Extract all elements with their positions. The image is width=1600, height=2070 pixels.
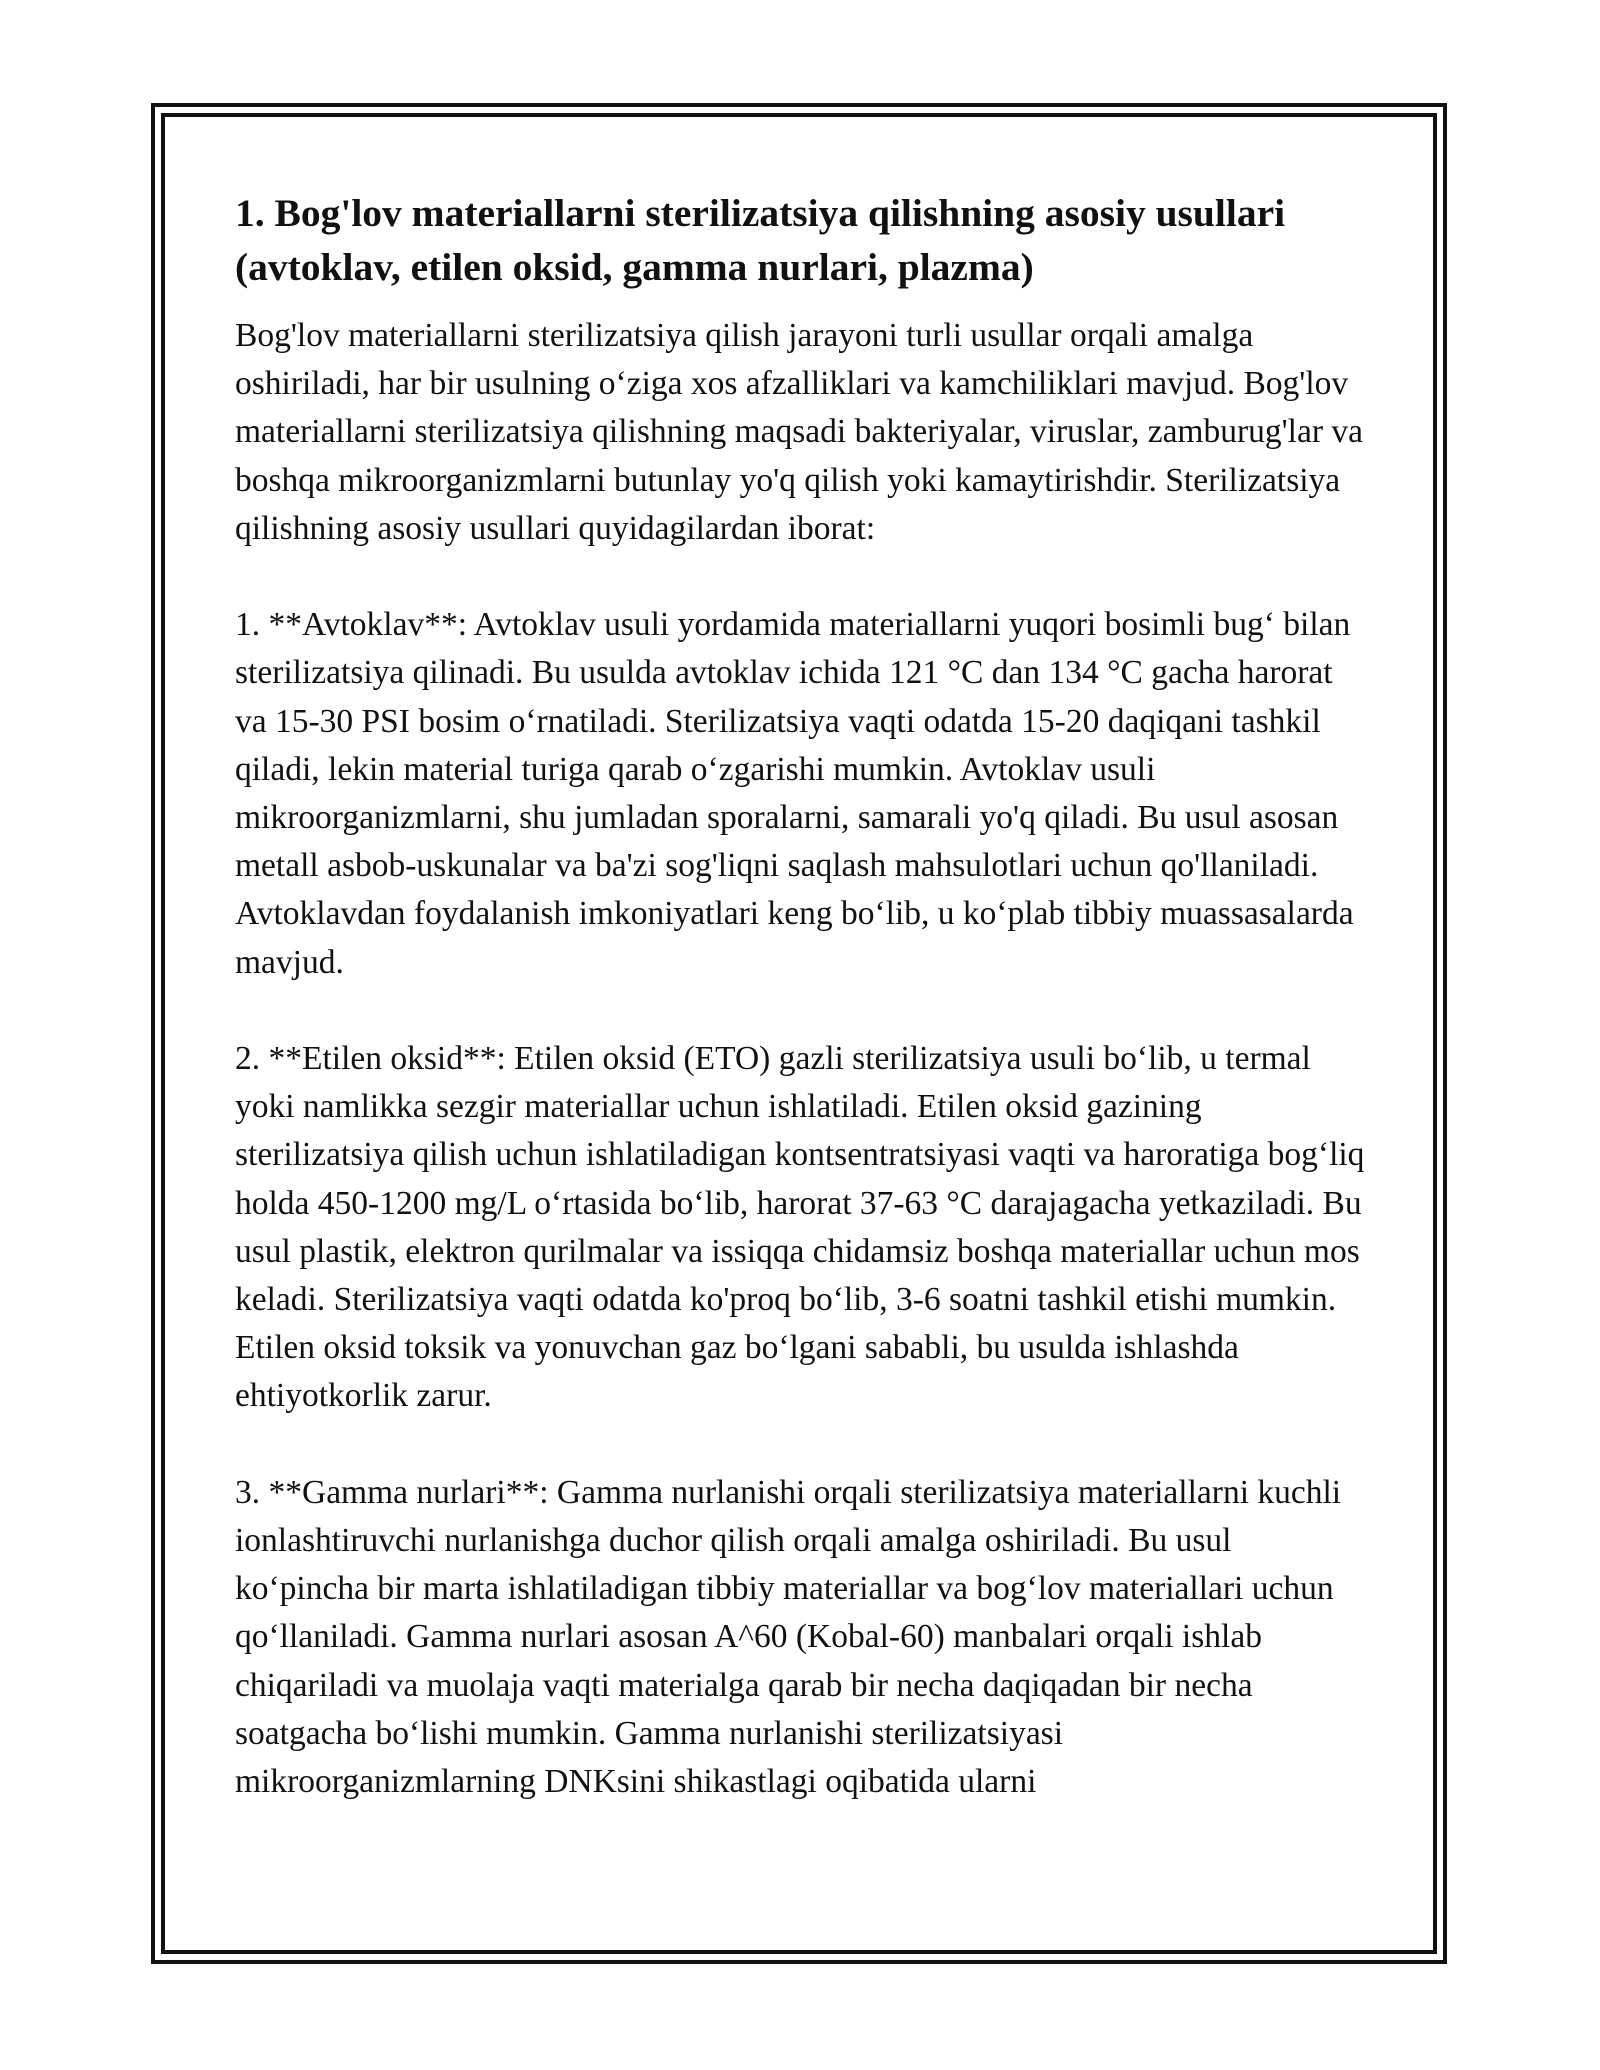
document-body: [235, 186, 1370, 1806]
paragraph-ethylene-oxide: 2. **Etilen oksid**: Etilen oksid (ETO) gazli sterilizatsiya usuli boʻlib, u termal yoki namlikka sezgir materiallar uchun ishlatiladi. Etilen oksid gazining sterilizatsiya qilish uchun ishlatiladigan kontsentratsiyasi vaqti va haroratiga bogʻliq holda 450-1200 mg/L oʻrtasida boʻlib, harorat 37-63 °C darajagacha yetkaziladi. Bu usul plastik, elektron qurilmalar va issiqqa chidamsiz boshqa materiallar uchun mos keladi. Sterilizatsiya vaqti odatda ko'proq boʻlib, 3-6 soatni tashkil etishi mumkin. Etilen oksid toksik va yonuvchan gaz boʻlgani sababli, bu usulda ishlashda ehtiyotkorlik zarur.: [235, 1040, 1365, 1415]
paragraph-autoclave: 1. **Avtoklav**: Avtoklav usuli yordamida materiallarni yuqori bosimli bugʻ bilan sterilizatsiya qilinadi. Bu usulda avtoklav ichida 121 °C dan 134 °C gacha harorat va 15-30 PSI bosim oʻrnatiladi. Sterilizatsiya vaqti odatda 15-20 daqiqani tashkil qiladi, lekin material turiga qarab oʻzgarishi mumkin. Avtoklav usuli mikroorganizmlarni, shu jumladan sporalarni, samarali yo'q qiladi. Bu usul asosan metall asbob-uskunalar va ba'zi sog'liqni saqlash mahsulotlari uchun qo'llaniladi. Avtoklavdan foydalanish imkoniyatlari keng boʻlib, u koʻplab tibbiy muassasalarda mavjud.: [235, 606, 1354, 981]
section-heading: 1. Bog'lov materiallarni sterilizatsiya qilishning asosiy usullari (avtoklav, etilen oksid, gamma nurlari, plazma): [235, 191, 1286, 289]
paragraph-gamma-rays: 3. **Gamma nurlari**: Gamma nurlanishi orqali sterilizatsiya materiallarni kuchli ionlashtiruvchi nurlanishga duchor qilish orqali amalga oshiriladi. Bu usul koʻpincha bir marta ishlatiladigan tibbiy materiallar va bogʻlov materiallari uchun qoʻllaniladi. Gamma nurlari asosan A^60 (Kobal-60) manbalari orqali ishlab chiqariladi va muolaja vaqti materialga qarab bir necha daqiqadan bir necha soatgacha boʻlishi mumkin. Gamma nurlanishi sterilizatsiyasi mikroorganizmlarning DNKsini shikastlagi oqibatida ularni: [235, 1473, 1342, 1801]
intro-paragraph: Bog'lov materiallarni sterilizatsiya qilish jarayoni turli usullar orqali amalga oshiriladi, har bir usulning oʻziga xos afzalliklari va kamchiliklari mavjud. Bog'lov materiallarni sterilizatsiya qilishning maqsadi bakteriyalar, viruslar, zamburug'lar va boshqa mikroorganizmlarni butunlay yo'q qilish yoki kamaytirishdir. Sterilizatsiya qilishning asosiy usullari quyidagilardan iborat:: [235, 317, 1364, 547]
